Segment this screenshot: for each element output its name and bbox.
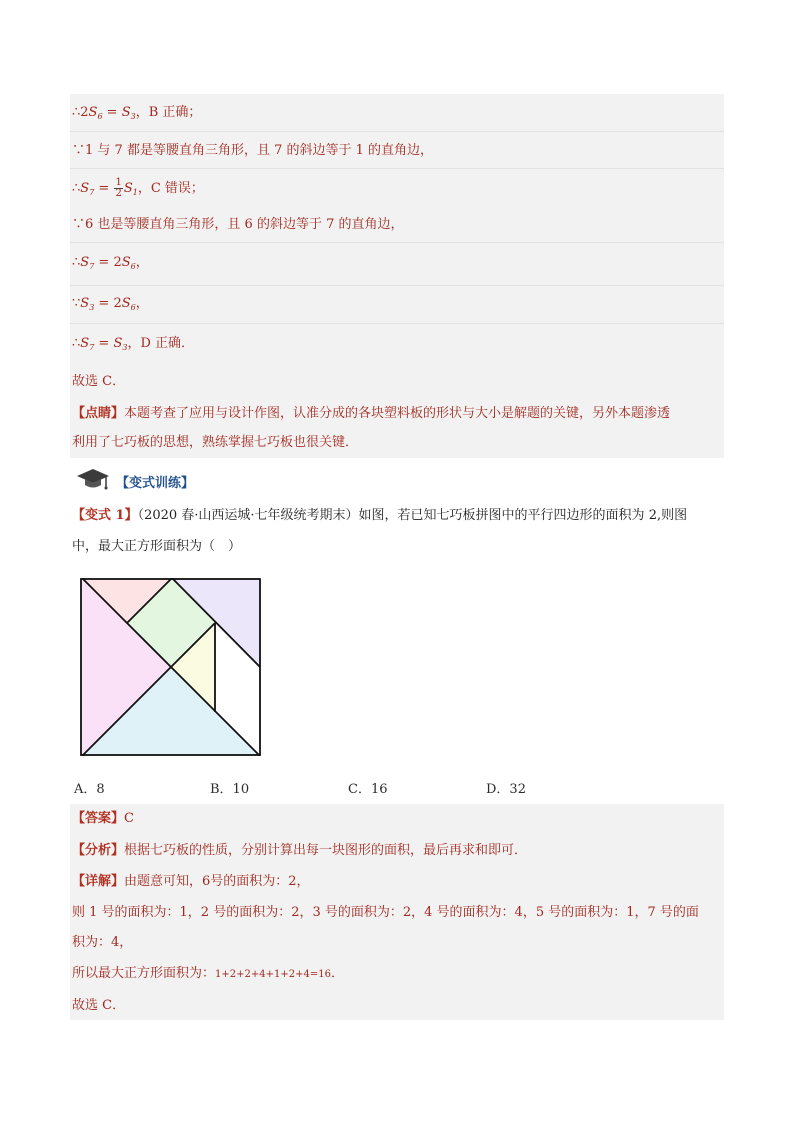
fraction: $\frac{1}{2}$ bbox=[115, 177, 122, 199]
solution-line-4: ∵6 也是等腰直角三角形，且 6 的斜边等于 7 的直角边， bbox=[72, 217, 404, 232]
detail-line-5: 故选 C． bbox=[72, 998, 126, 1013]
detail-line-1: 【详解】由题意可知，6号的面积为：2， bbox=[72, 874, 310, 889]
section-header bbox=[76, 466, 194, 496]
solution-line-3: $\therefore S_7$ = $\frac{1}{2}$ $S_1$，C 错误； bbox=[72, 177, 204, 199]
choice-c[interactable]: C．16 bbox=[348, 782, 388, 797]
divider bbox=[70, 168, 724, 169]
analysis-line: 【分析】根据七巧板的性质，分别计算出每一块图形的面积，最后再求和即可． bbox=[72, 843, 528, 858]
answer-line: 【答案】C bbox=[72, 811, 134, 826]
detail-line-4: 所以最大正方形面积为：1+2+2+4+1+2+4=16． bbox=[72, 966, 344, 981]
divider bbox=[70, 323, 724, 324]
divider bbox=[70, 242, 724, 243]
solution-line-2: ∵1 与 7 都是等腰直角三角形，且 7 的斜边等于 1 的直角边， bbox=[72, 143, 434, 158]
solution-line-1: $\therefore 2S_6 = S_3$，B 正确； bbox=[72, 105, 202, 121]
divider bbox=[70, 131, 724, 132]
question-line-1: 【变式 1】（2020 春·山西运城·七年级统考期末）如图，若已知七巧板拼图中的平行四边形的面积为 2,则图 bbox=[72, 508, 688, 523]
solution-line-7: $\therefore S_7 = S_3$，D 正确． bbox=[72, 336, 195, 352]
graduation-cap-icon bbox=[76, 466, 110, 496]
tangram-figure bbox=[80, 578, 262, 756]
solution-line-5: $\therefore S_7 = 2S_6$， bbox=[72, 255, 149, 271]
comment-line-2: 利用了七巧板的思想，熟练掌握七巧板也很关键． bbox=[72, 435, 359, 450]
solution-line-6: $\because S_3 = 2S_6$， bbox=[72, 296, 149, 312]
choice-d[interactable]: D．32 bbox=[486, 782, 526, 797]
divider bbox=[70, 285, 724, 286]
choice-a[interactable]: A．8 bbox=[74, 782, 105, 797]
comment-line-1: 【点睛】本题考查了应用与设计作图，认准分成的各块塑料板的形状与大小是解题的关键，另外本题渗透 bbox=[72, 406, 671, 421]
choice-b[interactable]: B．10 bbox=[210, 782, 250, 797]
detail-line-2: 则 1 号的面积为：1，2 号的面积为：2，3 号的面积为：2，4 号的面积为：4，5 号的面积为：1，7 号的面 bbox=[72, 905, 699, 920]
question-line-2: 中，最大正方形面积为（ ） bbox=[72, 539, 242, 554]
detail-line-3: 积为：4， bbox=[72, 935, 133, 950]
solution-line-8: 故选 C． bbox=[72, 374, 126, 389]
section-title: 【变式训练】 bbox=[116, 475, 195, 491]
